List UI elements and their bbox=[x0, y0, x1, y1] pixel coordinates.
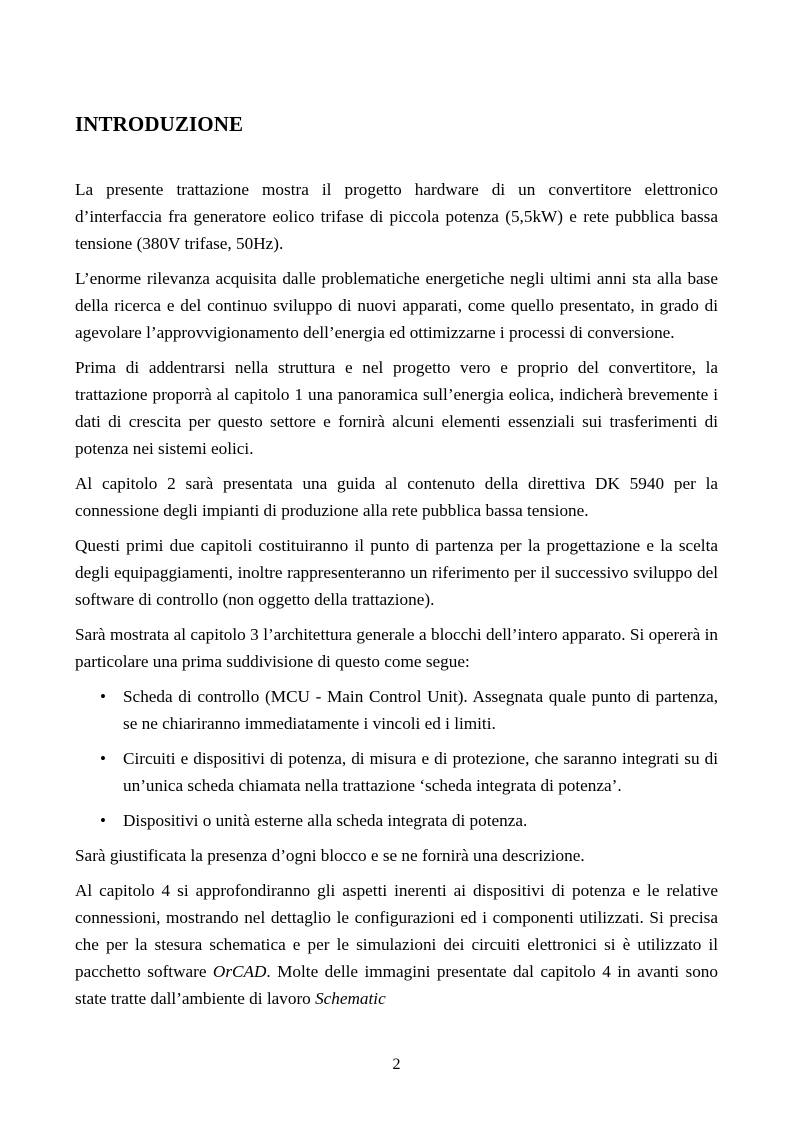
paragraph-8 bbox=[75, 877, 718, 1012]
bullet-icon: • bbox=[100, 749, 106, 768]
body-text bbox=[75, 176, 718, 1020]
software-name: OrCAD bbox=[212, 962, 267, 981]
block-list bbox=[75, 683, 718, 834]
bullet-icon: • bbox=[100, 811, 106, 830]
paragraph-8-part-1: Al capitolo 4 si approfondiranno gli aspetti inerenti ai dispositivi di potenza e le relative connessioni, mostrando nel dettaglio le configurazioni ed i componenti utilizzati. Si precisa che per la stesura schematica e per le simulazioni dei circuiti elettronici si è utilizzato il pacchetto software bbox=[75, 881, 718, 981]
paragraph-3: Prima di addentrarsi nella struttura e nel progetto vero e proprio del convertitore, la trattazione proporrà al capitolo 1 una panoramica sull’energia eolica, indicherà brevemente i dati di crescita per questo settore e fornirà alcuni elementi essenziali sui trasferimenti di potenza nei sistemi eolici. bbox=[75, 358, 718, 458]
paragraph-7: Sarà giustificata la presenza d’ogni blocco e se ne fornirà una descrizione. bbox=[75, 846, 585, 865]
paragraph-8-part-2: . Molte delle immagini presentate dal capitolo 4 in avanti sono state tratte dall’ambiente di lavoro bbox=[75, 962, 718, 1008]
paragraph-5: Questi primi due capitoli costituiranno il punto di partenza per la progettazione e la scelta degli equipaggiamenti, inoltre rappresenteranno un riferimento per il successivo sviluppo del software di controllo (non oggetto della trattazione). bbox=[75, 536, 718, 609]
page-number: 2 bbox=[392, 1056, 401, 1073]
list-item-text: Dispositivi o unità esterne alla scheda integrata di potenza. bbox=[123, 811, 528, 830]
bullet-icon: • bbox=[100, 687, 106, 706]
list-item-text: Circuiti e dispositivi di potenza, di misura e di protezione, che saranno integrati su di un’unica scheda chiamata nella trattazione ‘scheda integrata di potenza’. bbox=[123, 749, 718, 795]
paragraph-4: Al capitolo 2 sarà presentata una guida al contenuto della direttiva DK 5940 per la connessione degli impianti di produzione alla rete pubblica bassa tensione. bbox=[75, 474, 718, 520]
list-item bbox=[100, 807, 718, 834]
paragraph-1: La presente trattazione mostra il progetto hardware di un convertitore elettronico d’interfaccia fra generatore eolico trifase di piccola potenza (5,5kW) e rete pubblica bassa tensione (380V trifase, 50Hz). bbox=[75, 180, 718, 253]
section-heading: INTRODUZIONE bbox=[75, 112, 244, 136]
paragraph-2: L’enorme rilevanza acquisita dalle problematiche energetiche negli ultimi anni sta alla base della ricerca e del continuo sviluppo di nuovi apparati, come quello presentato, in grado di agevolare l’approvvigionamento dell’energia ed ottimizzarne i processi di conversione. bbox=[75, 269, 718, 342]
paragraph-6: Sarà mostrata al capitolo 3 l’architettura generale a blocchi dell’intero apparato. Si opererà in particolare una prima suddivisione di questo come segue: bbox=[75, 625, 718, 671]
list-item-text: Scheda di controllo (MCU - Main Control Unit). Assegnata quale punto di partenza, se ne chiariranno immediatamente i vincoli ed i limiti. bbox=[123, 687, 718, 733]
list-item bbox=[100, 683, 718, 737]
list-item bbox=[100, 745, 718, 799]
environment-name: Schematic bbox=[315, 989, 386, 1008]
